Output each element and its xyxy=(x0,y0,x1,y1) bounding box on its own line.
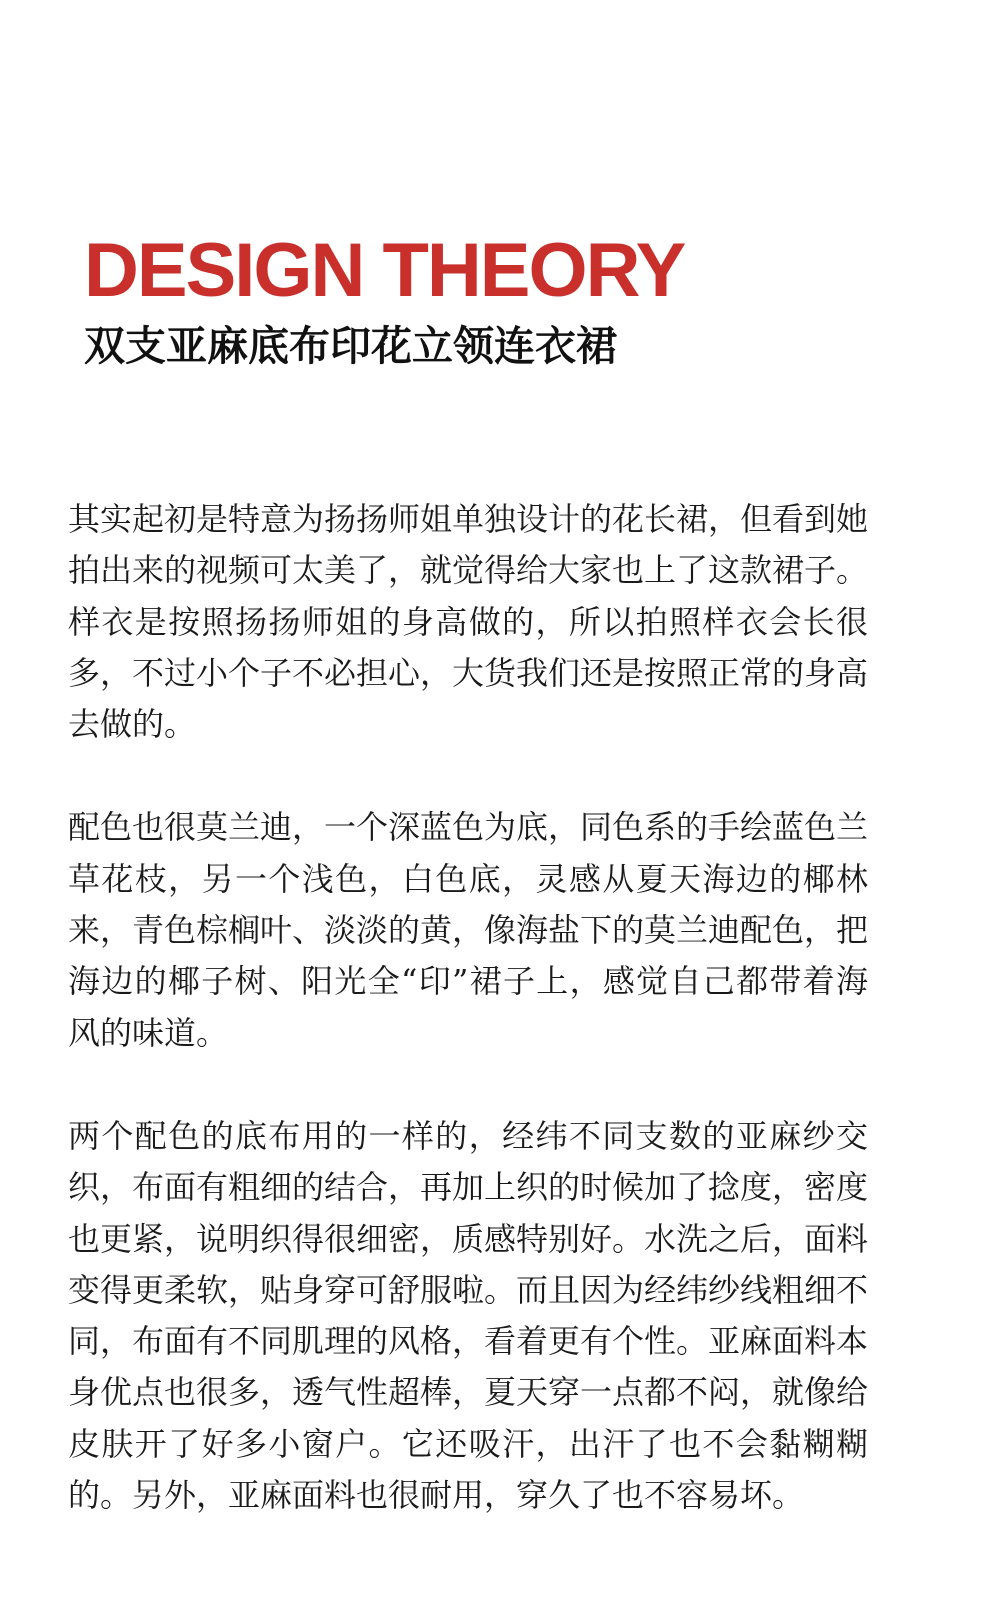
page-title: DESIGN THEORY xyxy=(84,228,685,313)
page-subtitle: 双支亚麻底布印花立领连衣裙 xyxy=(84,322,617,370)
paragraph-fabric: 两个配色的底布用的一样的，经纬不同支数的亚麻纱交织，布面有粗细的结合，再加上织的时候加了捻度，密度也更紧，说明织得很细密，质感特别好。水洗之后，面料变得更柔软，贴身穿可舒服啦。而且因为经纬纱线粗细不同，布面有不同肌理的风格，看着更有个性。亚麻面料本身优点也很多，透气性超棒，夏天穿一点都不闷，就像给皮肤开了好多小窗户。它还吸汗，出汗了也不会黏糊糊的。另外，亚麻面料也很耐用，穿久了也不容易坏。 xyxy=(68,1116,869,1515)
body-text xyxy=(68,494,868,1521)
paragraph-intro: 其实起初是特意为扬扬师姐单独设计的花长裙，但看到她拍出来的视频可太美了，就觉得给大家也上了这款裙子。样衣是按照扬扬师姐的身高做的，所以拍照样衣会长很多，不过小个子不必担心，大货我们还是按照正常的身高去做的。 xyxy=(68,500,869,744)
paragraph-colors: 配色也很莫兰迪，一个深蓝色为底，同色系的手绘蓝色兰草花枝，另一个浅色，白色底，灵感从夏天海边的椰林来，青色棕榈叶、淡淡的黄，像海盐下的莫兰迪配色，把海边的椰子树、阳光全“印”裙子上，感觉自己都带着海风的味道。 xyxy=(68,808,869,1052)
